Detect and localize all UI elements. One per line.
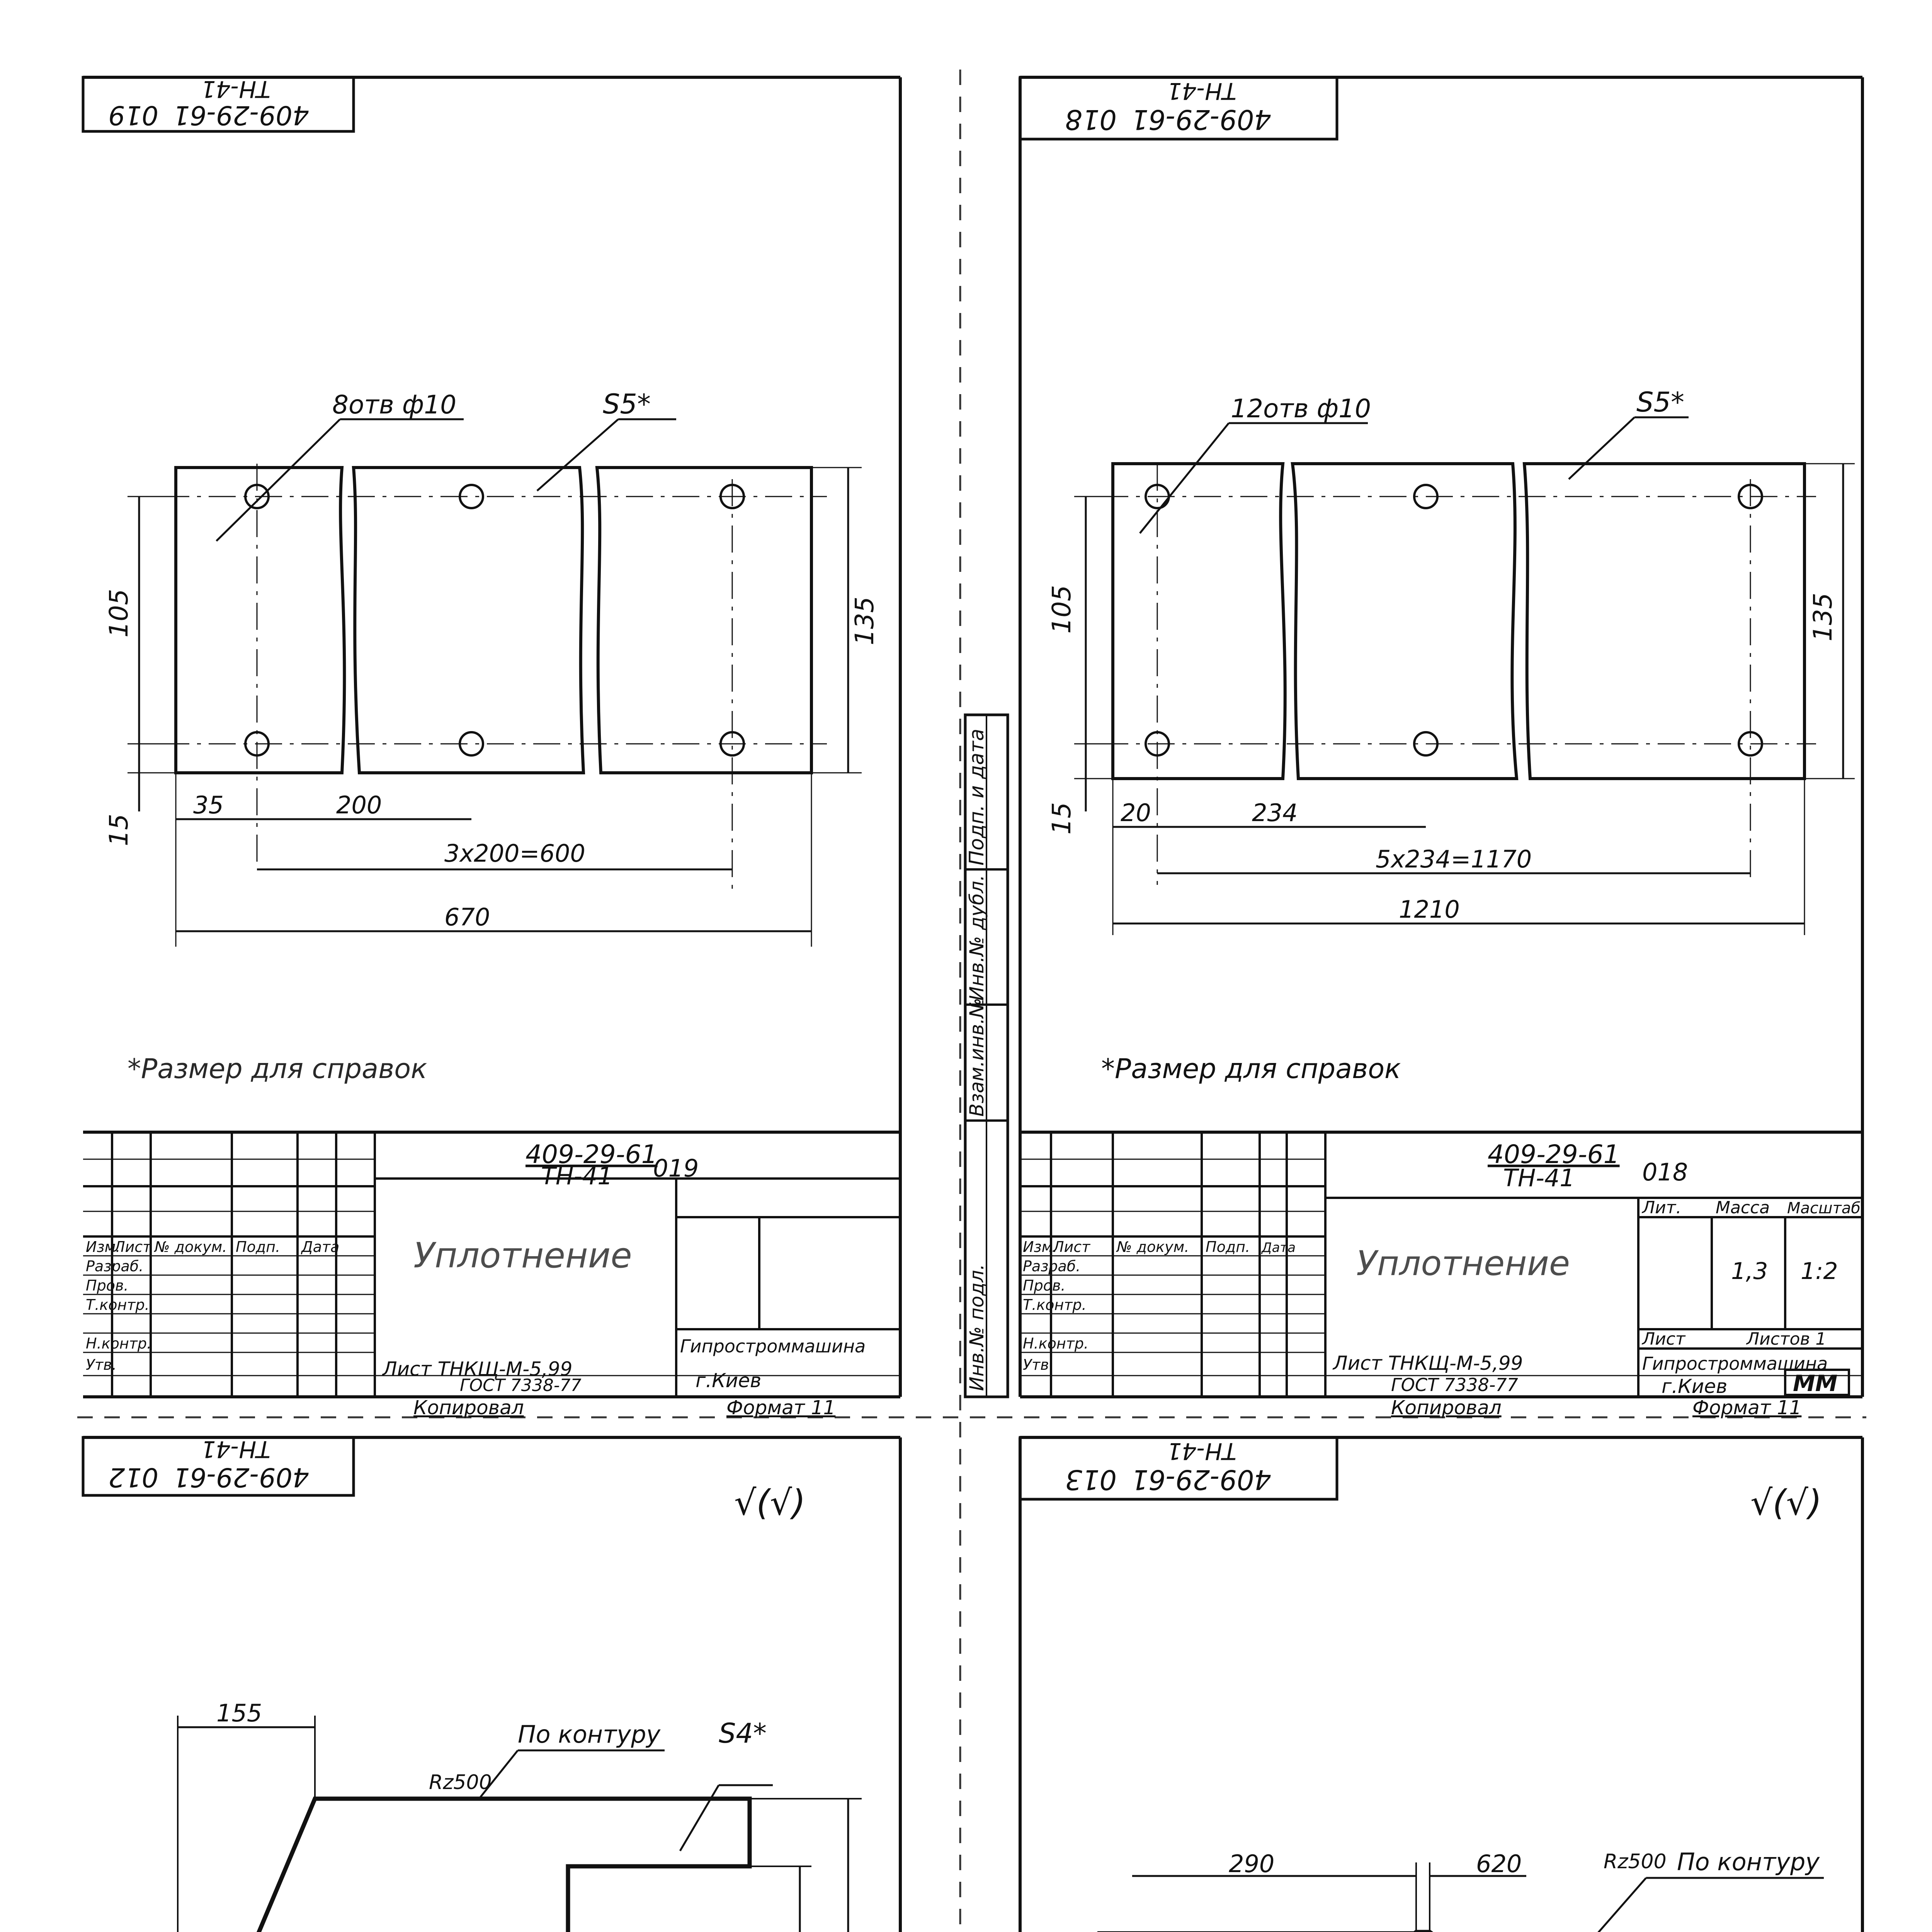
hdr-izm-018: Изм. [1023,1238,1058,1255]
note-018: *Размер для справок [1101,1053,1401,1085]
hdr-izm-019: Изм. [86,1238,121,1255]
dim-20-018: 20 [1121,799,1151,827]
contour-013: По контуру [1677,1848,1820,1876]
dim-1210-018: 1210 [1399,895,1460,923]
hdr-razrab-018: Разраб. [1023,1258,1081,1275]
hdr-ndok-018: № докум. [1117,1238,1189,1255]
contour-012: По контуру [518,1720,661,1748]
tb-copied-019: Копировал [413,1396,524,1419]
corner-designation-018: 409-29-61 [1131,104,1271,135]
tb-city-019: г.Киев [696,1369,762,1392]
dim-135-018: 135 [1808,593,1838,641]
hdr-list-019: Лист [114,1238,151,1255]
roughness-mark-012: √(√) [734,1483,806,1523]
dim-620-013: 620 [1476,1850,1522,1878]
tb-title-018: Уплотнение [1356,1243,1570,1283]
hdr-list-018: Лист [1053,1238,1090,1255]
thickness-019: S5* [603,388,651,420]
tb-series-018: ТН-41 [1503,1164,1575,1192]
holes-label-019: 8отв ф10 [332,390,457,420]
tb-designation-019: 409-29-61 [526,1139,658,1169]
logo-018: ММ [1793,1370,1838,1396]
tb-city-018: г.Киев [1662,1375,1728,1398]
hdr-nkontr-019: Н.контр. [86,1335,152,1352]
hdr-podp-018: Подп. [1206,1238,1250,1255]
note-019: *Размер для справок [128,1053,427,1085]
hdr-nkontr-018: Н.контр. [1023,1335,1089,1352]
corner-stamp-012 [83,1435,354,1495]
corner-stamp-018 [1020,77,1337,139]
part-outline-018 [1113,464,1804,779]
tb-format-018: Формат 11 [1692,1396,1802,1419]
tb-gost-018: ГОСТ 7338-77 [1391,1374,1518,1395]
tb-org-018: Гипростроммашина [1642,1353,1828,1374]
tb-material-019: Лист ТНКЩ-М-5,99 [383,1358,573,1380]
holes-label-018: 12отв ф10 [1231,394,1371,423]
tb-sheets-018: Листов 1 [1747,1329,1827,1349]
dim-200-019: 200 [336,791,382,819]
corner-series-019: ТН-41 [201,75,270,102]
hdr-tkontr-018: Т.контр. [1023,1296,1087,1313]
corner-sheet-no-018: 018 [1065,104,1117,135]
drawing-019 [104,388,879,1085]
drawing-013 [1097,1483,1837,1932]
tb-mass-h-018: Масса [1716,1198,1770,1218]
dim-135-019: 135 [850,597,879,645]
tb-sheet-no-019: 019 [653,1154,699,1182]
hdr-podp-019: Подп. [236,1238,281,1255]
corner-series-012: ТН-41 [201,1435,270,1463]
corner-series-018: ТН-41 [1167,77,1236,104]
thickness-018: S5* [1636,386,1684,418]
title-block-019 [83,1132,900,1419]
tb-scale-h-018: Масштаб [1787,1199,1861,1217]
roughness-013: Rz500 [1604,1850,1667,1873]
hdr-razrab-019: Разраб. [86,1258,144,1275]
corner-stamp-013 [1020,1437,1337,1499]
corner-sheet-no-013: 013 [1065,1464,1117,1495]
side-label-inv-podl: Инв.№ подл. [966,1264,988,1391]
tb-scale-018: 1:2 [1801,1258,1838,1285]
dim-15-018: 15 [1047,802,1077,835]
tb-sheet-no-018: 018 [1642,1158,1688,1186]
part-outline-019 [176,468,811,773]
tb-lit-018: Лит. [1642,1198,1682,1218]
side-label-inv-dubl: Инв.№ дубл. [966,874,988,1001]
hdr-utv-019: Утв. [86,1356,117,1373]
dim-105-019: 105 [104,589,134,638]
dim-670-019: 670 [444,903,490,931]
tb-org-019: Гипростроммашина [680,1336,866,1357]
tb-format-019: Формат 11 [726,1396,836,1419]
part-outline-012 [178,1799,750,1932]
corner-sheet-no-012: 012 [108,1462,158,1492]
dim-290-013: 290 [1229,1850,1275,1878]
drawing-018 [1047,386,1855,1085]
dim-35-019: 35 [193,791,224,819]
hdr-tkontr-019: Т.контр. [86,1296,150,1313]
thickness-012: S4* [719,1718,767,1749]
dim-234-018: 234 [1252,799,1298,827]
hdr-data-019: Дата [301,1238,340,1255]
dim-15-019: 15 [104,814,134,846]
hdr-prov-018: Пров. [1023,1277,1066,1294]
corner-designation-012: 409-29-61 [173,1462,309,1492]
tb-series-019: ТН-41 [541,1162,613,1190]
corner-designation-013: 409-29-61 [1131,1464,1271,1495]
corner-designation-019: 409-29-61 [173,100,309,130]
hdr-ndok-019: № докум. [155,1238,227,1255]
dim-chain-018: 5x234=1170 [1376,845,1532,873]
corner-stamp-019 [83,75,354,131]
corner-series-013: ТН-41 [1167,1437,1236,1464]
drawing-012 [97,1483,879,1932]
tb-designation-018: 409-29-61 [1488,1139,1620,1169]
side-label-vzam-inv: Взам.инв.№ [966,998,988,1117]
tb-material-018: Лист ТНКЩ-М-5,99 [1333,1352,1523,1374]
dim-chain-019: 3x200=600 [444,839,585,867]
side-label-podp-data: Подп. и дата [965,728,988,866]
title-block-018 [1020,1132,1862,1419]
tb-mass-018: 1,3 [1731,1258,1768,1285]
tb-gost-019: ГОСТ 7338-77 [460,1376,582,1395]
roughness-012: Rz500 [429,1771,492,1794]
dim-155-012: 155 [216,1699,262,1727]
hdr-utv-018: Утв. [1023,1356,1054,1373]
roughness-mark-013: √(√) [1750,1483,1822,1523]
tb-sheet-label-018: Лист [1642,1329,1685,1349]
hdr-prov-019: Пров. [86,1277,129,1294]
hdr-data-018: Дата [1262,1240,1296,1255]
frame-top-left [83,77,900,1397]
dim-105-018: 105 [1047,585,1077,634]
corner-sheet-no-019: 019 [108,100,158,130]
tb-title-019: Уплотнение [413,1235,632,1276]
tb-copied-018: Копировал [1391,1396,1502,1419]
side-column-top [965,715,1008,1397]
